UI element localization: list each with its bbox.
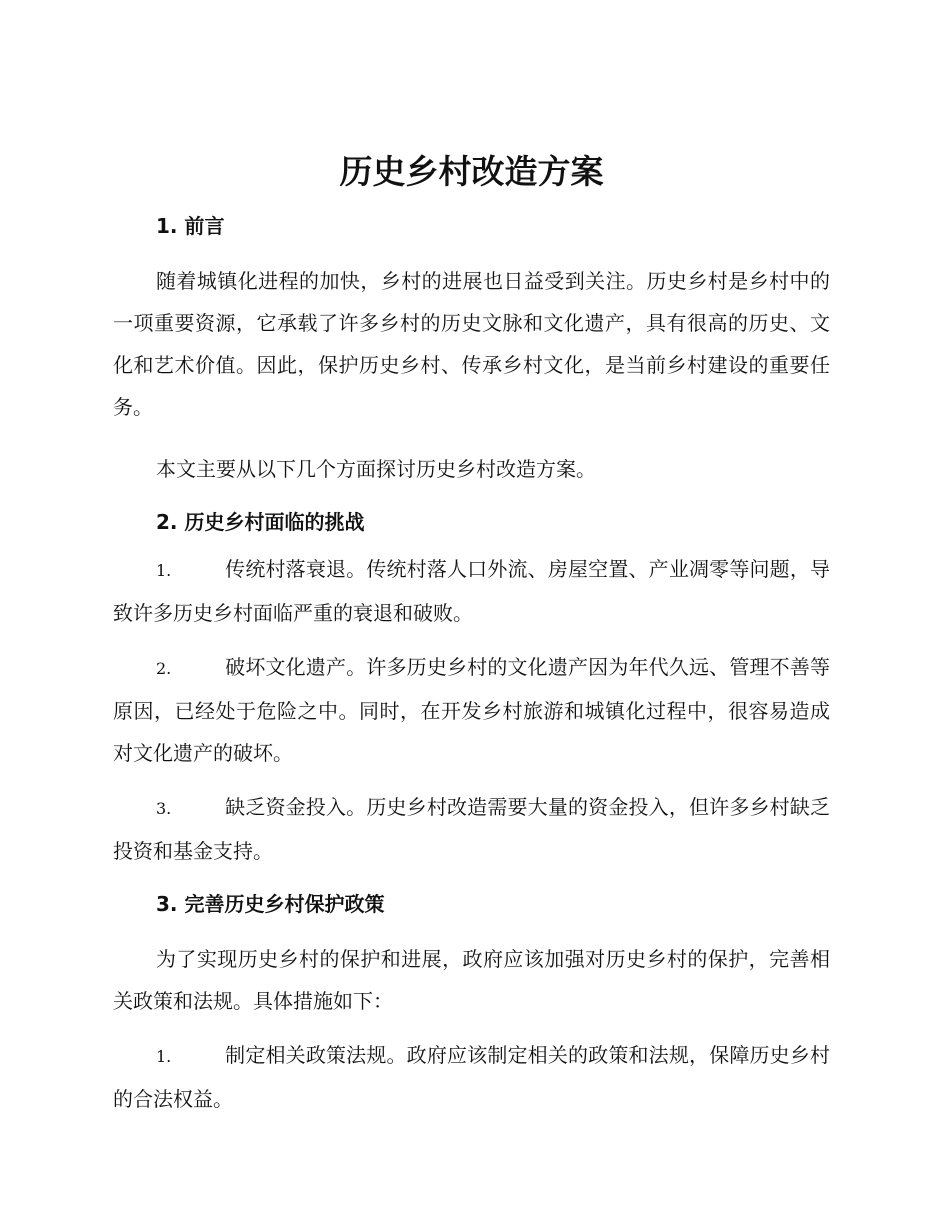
section-heading-policy: 3. 完善历史乡村保护政策 [156,892,385,916]
section-heading-preface: 1. 前言 [156,214,225,238]
list-item [113,646,830,774]
list-item [113,786,830,872]
list-item-text: 缺乏资金投入。历史乡村改造需要大量的资金投入，但许多乡村缺乏投资和基金支持。 [113,795,830,863]
list-number: 1. [156,1047,172,1066]
list-item [113,1034,830,1120]
list-item-text: 破坏文化遗产。许多历史乡村的文化遗产因为年代久远、管理不善等原因，已经处于危险之中。同时，在开发乡村旅游和城镇化过程中，很容易造成对文化遗产的破坏。 [113,655,830,765]
list-number: 2. [156,659,172,678]
list-item [113,548,830,634]
list-number: 3. [156,799,172,818]
list-item-text: 传统村落衰退。传统村落人口外流、房屋空置、产业凋零等问题，导致许多历史乡村面临严重的衰退和破败。 [113,557,830,625]
paragraph: 本文主要从以下几个方面探讨历史乡村改造方案。 [156,457,596,481]
paragraph: 为了实现历史乡村的保护和进展，政府应该加强对历史乡村的保护，完善相关政策和法规。具体措施如下： [113,947,830,1013]
document-title: 历史乡村改造方案 [339,152,604,191]
list-item-text: 制定相关政策法规。政府应该制定相关的政策和法规，保障历史乡村的合法权益。 [113,1043,830,1111]
list-number: 1. [156,561,172,580]
section-heading-challenges: 2. 历史乡村面临的挑战 [156,510,365,534]
paragraph: 随着城镇化进程的加快，乡村的进展也日益受到关注。历史乡村是乡村中的一项重要资源，它承载了许多乡村的历史文脉和文化遗产，具有很高的历史、文化和艺术价值。因此，保护历史乡村、传承乡村文化，是当前乡村建设的重要任务。 [113,269,830,419]
